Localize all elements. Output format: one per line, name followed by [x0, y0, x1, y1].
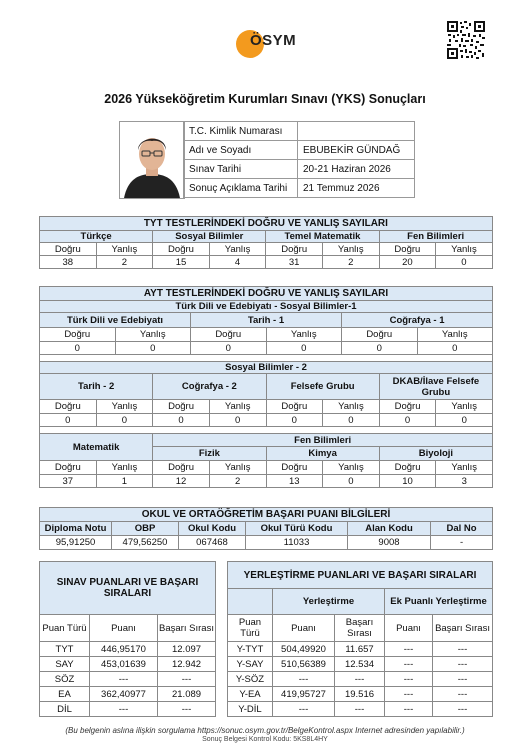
ayt-value: 13: [266, 475, 323, 488]
dogru-label: Doğru: [40, 243, 97, 256]
page-title: 2026 Yükseköğretim Kurumları Sınavı (YKS) Sonuçları: [104, 92, 426, 106]
sinav-header: Başarı Sırası: [158, 615, 216, 642]
ayt-value: 3: [436, 475, 493, 488]
yanlis-label: Yanlış: [96, 461, 153, 475]
info-value: [298, 122, 415, 141]
tyt-subject: Fen Bilimleri: [379, 231, 492, 243]
yer-cell: ---: [433, 672, 493, 687]
verification-note: (Bu belgenin aslına ilişkin sorgulama https://sonuc.osym.gov.tr/BelgeKontrol.aspx Internet adresinden yapılabilir.): [65, 726, 465, 735]
dogru-label: Doğru: [153, 400, 210, 414]
ayt-value: 1: [96, 475, 153, 488]
ayt-value: 0: [342, 342, 418, 355]
sinav-cell: 453,01639: [90, 657, 158, 672]
yer-cell: 19.516: [335, 687, 385, 702]
dogru-label: Doğru: [379, 461, 436, 475]
dogru-label: Doğru: [191, 328, 267, 342]
sinav-cell: 362,40977: [90, 687, 158, 702]
tyt-value: 0: [436, 256, 493, 269]
ayt-group1-title: Türk Dili ve Edebiyatı - Sosyal Bilimler-1: [40, 301, 493, 313]
dogru-label: Doğru: [266, 461, 323, 475]
tyt-value: 4: [209, 256, 266, 269]
okul-header: Diploma Notu: [40, 522, 112, 536]
ayt-value: 10: [379, 475, 436, 488]
sinav-cell: ---: [158, 672, 216, 687]
yer-cell: Y-EA: [228, 687, 273, 702]
candidate-info-table: [183, 121, 415, 198]
dogru-label: Doğru: [342, 328, 418, 342]
ayt-fen-subject: Biyoloji: [379, 447, 492, 461]
okul-header: OBP: [112, 522, 179, 536]
info-row: [184, 179, 415, 198]
sinav-cell: ---: [158, 702, 216, 717]
ayt-value: 0: [436, 414, 493, 427]
yer-cell: ---: [335, 672, 385, 687]
sinav-cell: SAY: [40, 657, 90, 672]
tyt-value: 20: [379, 256, 436, 269]
yer-cell: ---: [385, 687, 433, 702]
tyt-subject: Sosyal Bilimler: [153, 231, 266, 243]
yanlis-label: Yanlış: [436, 400, 493, 414]
yer-cell: Y-SAY: [228, 657, 273, 672]
spacer: [40, 427, 493, 434]
yer-cell: Y-SÖZ: [228, 672, 273, 687]
ayt-value: 12: [153, 475, 210, 488]
yanlis-label: Yanlış: [209, 400, 266, 414]
qr-code-icon: [446, 20, 486, 60]
ayt-value: 0: [191, 342, 267, 355]
okul-value: 11033: [246, 536, 348, 550]
yer-cell: ---: [433, 657, 493, 672]
ayt-fen-title: Fen Bilimleri: [153, 434, 493, 447]
tyt-value: 2: [96, 256, 153, 269]
yanlis-label: Yanlış: [322, 243, 379, 256]
ayt-value: 0: [323, 414, 380, 427]
osym-logo-text: ÖSYM: [250, 32, 297, 49]
ayt-g2-subject: Coğrafya - 2: [153, 374, 266, 400]
yer-cell: ---: [335, 702, 385, 717]
tyt-subject: Türkçe: [40, 231, 153, 243]
dogru-label: Doğru: [153, 243, 210, 256]
yer-cell: ---: [433, 687, 493, 702]
dogru-label: Doğru: [153, 461, 210, 475]
yer-cell: 419,95727: [273, 687, 335, 702]
yerlestirme-table: [227, 561, 493, 717]
dogru-label: Doğru: [40, 400, 97, 414]
ayt-value: 0: [266, 342, 342, 355]
yerlestirme-title: YERLEŞTİRME PUANLARI VE BAŞARI SIRALARI: [228, 562, 493, 589]
ayt-value: 0: [153, 414, 210, 427]
dogru-label: Doğru: [266, 243, 323, 256]
ayt-value: 0: [379, 414, 436, 427]
okul-value: 479,56250: [112, 536, 179, 550]
info-row: [184, 122, 415, 141]
okul-value: 067468: [179, 536, 246, 550]
control-code: Sonuç Belgesi Kontrol Kodu: 5KS8L4HY: [202, 736, 328, 743]
sinav-cell: TYT: [40, 642, 90, 657]
info-value: 21 Temmuz 2026: [298, 179, 415, 198]
tyt-value: 31: [266, 256, 323, 269]
yer-cell: ---: [433, 702, 493, 717]
ek-puanli-sub: Ek Puanlı Yerleştirme: [385, 589, 493, 615]
okul-title: OKUL VE ORTAÖĞRETİM BAŞARI PUANI BİLGİLERİ: [40, 508, 493, 522]
ayt-g1-subject: Tarih - 1: [191, 313, 342, 328]
ayt-g2-subject: Felsefe Grubu: [266, 374, 379, 400]
yanlis-label: Yanlış: [436, 461, 493, 475]
ayt-matematik-title: Matematik: [40, 434, 153, 461]
yer-header: Puanı: [273, 615, 335, 642]
dogru-label: Doğru: [40, 328, 116, 342]
info-value: 20-21 Haziran 2026: [298, 160, 415, 179]
sinav-header: Puanı: [90, 615, 158, 642]
tyt-subject: Temel Matematik: [266, 231, 379, 243]
ayt-table: [39, 286, 493, 488]
sinav-cell: EA: [40, 687, 90, 702]
yer-cell: ---: [273, 702, 335, 717]
okul-header: Okul Türü Kodu: [246, 522, 348, 536]
sinav-header: Puan Türü: [40, 615, 90, 642]
yer-header: Başarı Sırası: [433, 615, 493, 642]
person-photo-icon: [120, 122, 184, 198]
spacer: [40, 355, 493, 362]
yanlis-label: Yanlış: [323, 400, 380, 414]
tyt-value: 38: [40, 256, 97, 269]
ayt-g2-subject: DKAB/İlave Felsefe Grubu: [379, 374, 492, 400]
sinav-cell: 21.089: [158, 687, 216, 702]
yer-header: Puan Türü: [228, 615, 273, 642]
ayt-value: 0: [40, 342, 116, 355]
dogru-label: Doğru: [379, 243, 436, 256]
yanlis-label: Yanlış: [96, 400, 153, 414]
yanlis-label: Yanlış: [96, 243, 153, 256]
yer-cell: 12.534: [335, 657, 385, 672]
yer-cell: ---: [385, 657, 433, 672]
ayt-value: 0: [40, 414, 97, 427]
ayt-group2-title: Sosyal Bilimler - 2: [40, 362, 493, 374]
yanlis-label: Yanlış: [417, 328, 493, 342]
yanlis-label: Yanlış: [115, 328, 191, 342]
yer-cell: ---: [273, 672, 335, 687]
dogru-label: Doğru: [40, 461, 97, 475]
info-label: Sınav Tarihi: [184, 160, 298, 179]
ayt-fen-subject: Kimya: [266, 447, 379, 461]
info-row: [184, 160, 415, 179]
yerlestirme-sub: Yerleştirme: [273, 589, 385, 615]
dogru-label: Doğru: [266, 400, 323, 414]
okul-value: -: [431, 536, 493, 550]
yer-cell: ---: [385, 642, 433, 657]
yer-cell: ---: [385, 702, 433, 717]
yanlis-label: Yanlış: [436, 243, 493, 256]
yer-cell: 504,49920: [273, 642, 335, 657]
yer-cell: ---: [385, 672, 433, 687]
info-row: [184, 141, 415, 160]
okul-header: Okul Kodu: [179, 522, 246, 536]
tyt-value: 2: [322, 256, 379, 269]
ayt-value: 0: [323, 475, 380, 488]
sinav-cell: DİL: [40, 702, 90, 717]
sinav-cell: ---: [90, 702, 158, 717]
yer-cell: Y-DİL: [228, 702, 273, 717]
okul-header: Alan Kodu: [348, 522, 431, 536]
ayt-g1-subject: Coğrafya - 1: [342, 313, 493, 328]
yer-cell: 11.657: [335, 642, 385, 657]
okul-value: 95,91250: [40, 536, 112, 550]
ayt-value: 0: [209, 414, 266, 427]
info-label: Sonuç Açıklama Tarihi: [184, 179, 298, 198]
tyt-title: TYT TESTLERİNDEKİ DOĞRU VE YANLIŞ SAYILARI: [40, 217, 493, 231]
sinav-cell: SÖZ: [40, 672, 90, 687]
sinav-cell: 446,95170: [90, 642, 158, 657]
tyt-table: [39, 216, 493, 269]
ayt-value: 0: [115, 342, 191, 355]
yanlis-label: Yanlış: [323, 461, 380, 475]
yer-header: Puanı: [385, 615, 433, 642]
yer-cell: Y-TYT: [228, 642, 273, 657]
sinav-puanlari-table: [39, 561, 216, 717]
ayt-value: 0: [266, 414, 323, 427]
ayt-value: 2: [209, 475, 266, 488]
okul-table: [39, 507, 493, 550]
info-label: T.C. Kimlik Numarası: [184, 122, 298, 141]
ayt-value: 0: [96, 414, 153, 427]
tyt-value: 15: [153, 256, 210, 269]
yanlis-label: Yanlış: [266, 328, 342, 342]
info-value: EBUBEKİR GÜNDAĞ: [298, 141, 415, 160]
dogru-label: Doğru: [379, 400, 436, 414]
ayt-value: 0: [417, 342, 493, 355]
sinav-title: SINAV PUANLARI VE BAŞARI SIRALARI: [40, 562, 216, 615]
candidate-photo: [119, 121, 185, 199]
yanlis-label: Yanlış: [209, 243, 266, 256]
yer-cell: ---: [433, 642, 493, 657]
ayt-value: 37: [40, 475, 97, 488]
yer-cell: 510,56389: [273, 657, 335, 672]
yer-header: Başarı Sırası: [335, 615, 385, 642]
ayt-g2-subject: Tarih - 2: [40, 374, 153, 400]
yanlis-label: Yanlış: [209, 461, 266, 475]
sinav-cell: 12.942: [158, 657, 216, 672]
sinav-cell: ---: [90, 672, 158, 687]
ayt-fen-subject: Fizik: [153, 447, 266, 461]
okul-header: Dal No: [431, 522, 493, 536]
okul-value: 9008: [348, 536, 431, 550]
ayt-g1-subject: Türk Dili ve Edebiyatı: [40, 313, 191, 328]
ayt-title: AYT TESTLERİNDEKİ DOĞRU VE YANLIŞ SAYILARI: [40, 287, 493, 301]
info-label: Adı ve Soyadı: [184, 141, 298, 160]
empty-cell: [228, 589, 273, 615]
sinav-cell: 12.097: [158, 642, 216, 657]
